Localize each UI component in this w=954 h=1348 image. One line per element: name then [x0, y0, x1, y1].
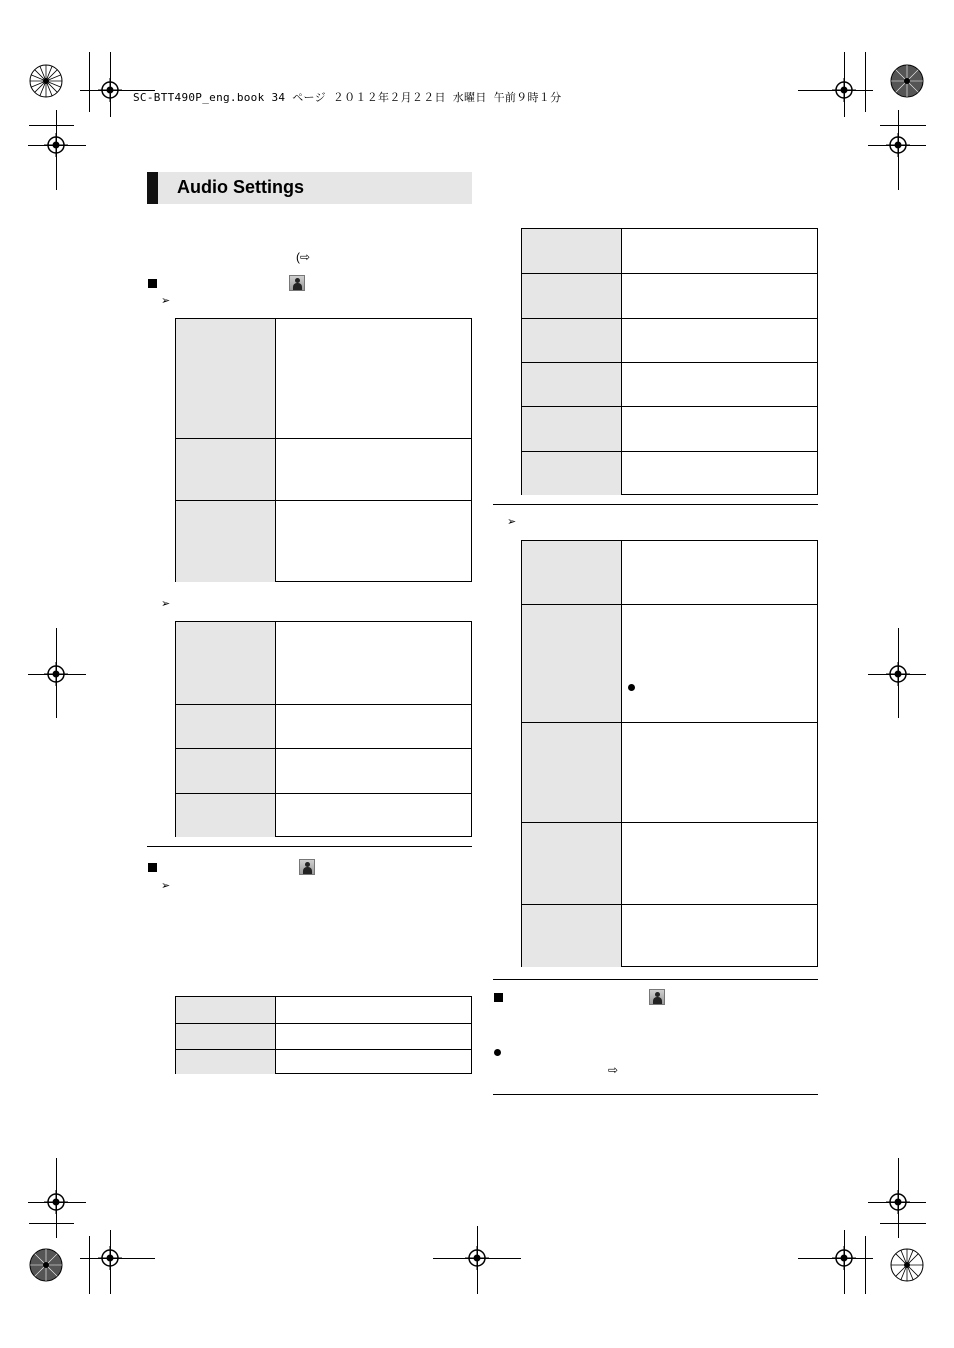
crop-mark: [868, 674, 926, 675]
crop-mark: [865, 52, 866, 112]
table-row: [522, 604, 817, 722]
crop-mark: [868, 145, 926, 146]
table-row: [522, 362, 817, 406]
crop-mark: [110, 52, 111, 117]
section-title-band: [147, 172, 472, 204]
settings-table: [521, 228, 818, 495]
section-divider: [493, 979, 818, 980]
table-row: [522, 541, 817, 604]
crop-mark: [29, 1223, 74, 1224]
crop-mark: [844, 52, 845, 117]
table-row: [176, 1049, 471, 1074]
table-row: [522, 722, 817, 822]
settings-table: [175, 996, 472, 1074]
crop-mark: [28, 1202, 86, 1203]
title-accent-bar: [147, 172, 158, 204]
settings-table: [521, 540, 818, 967]
crop-mark: [28, 674, 86, 675]
book-header: SC-BTT490P_eng.book 34 ページ ２０１２年２月２２日 水曜日 午前９時１分: [133, 91, 562, 104]
arrowhead-icon: ➢: [161, 598, 171, 610]
table-row: [176, 748, 471, 793]
rosette-icon: [890, 1248, 924, 1282]
section-divider: [493, 504, 818, 505]
crop-mark: [865, 1236, 866, 1294]
arrowhead-icon: ➢: [507, 516, 517, 528]
page-title: Audio Settings: [177, 177, 304, 197]
table-row: [176, 997, 471, 1023]
table-row: [176, 438, 471, 500]
table-row: [522, 273, 817, 318]
crop-mark: [898, 110, 899, 190]
table-row: [522, 406, 817, 451]
table-row: [522, 318, 817, 362]
rosette-icon: [890, 64, 924, 98]
reference-arrow-icon: ⇨: [300, 250, 311, 264]
black-square-icon: [148, 863, 157, 872]
table-row: [176, 704, 471, 748]
arrowhead-icon: ➢: [161, 295, 171, 307]
section-divider: [147, 846, 472, 847]
table-row: [522, 229, 817, 273]
crop-mark: [477, 1226, 478, 1294]
table-row: [176, 1023, 471, 1049]
crop-mark: [89, 52, 90, 112]
ref-open-paren: (: [296, 250, 300, 264]
person-icon: [299, 859, 315, 875]
person-icon: [289, 275, 305, 291]
crop-mark: [56, 628, 57, 718]
rosette-icon: [29, 1248, 63, 1282]
person-icon: [649, 989, 665, 1005]
table-row: [522, 904, 817, 967]
crop-mark: [80, 1258, 155, 1259]
crop-mark: [56, 1158, 57, 1238]
table-row: [176, 319, 471, 438]
crop-mark: [433, 1258, 521, 1259]
table-row: [176, 793, 471, 837]
reference-arrow-icon: ⇨: [608, 1063, 619, 1077]
crop-mark: [89, 1236, 90, 1294]
crop-mark: [844, 1230, 845, 1294]
black-square-icon: [494, 993, 503, 1002]
table-row: [522, 451, 817, 495]
reference-note: [296, 250, 310, 264]
arrowhead-icon: ➢: [161, 880, 171, 892]
crop-mark: [798, 90, 873, 91]
crop-mark: [29, 125, 74, 126]
bullet-dot-icon: [628, 684, 635, 691]
crop-mark: [110, 1230, 111, 1294]
crop-mark: [898, 628, 899, 718]
bullet-dot-icon: [494, 1049, 501, 1056]
table-row: [176, 622, 471, 704]
table-row: [176, 500, 471, 582]
black-square-icon: [148, 279, 157, 288]
settings-table: [175, 318, 472, 582]
rosette-icon: [29, 64, 63, 98]
crop-mark: [798, 1258, 873, 1259]
crop-mark: [56, 110, 57, 190]
crop-mark: [28, 145, 86, 146]
crop-mark: [868, 1202, 926, 1203]
crop-mark: [880, 125, 926, 126]
crop-mark: [898, 1158, 899, 1238]
table-row: [522, 822, 817, 904]
section-divider: [493, 1094, 818, 1095]
settings-table: [175, 621, 472, 837]
crop-mark: [880, 1223, 926, 1224]
